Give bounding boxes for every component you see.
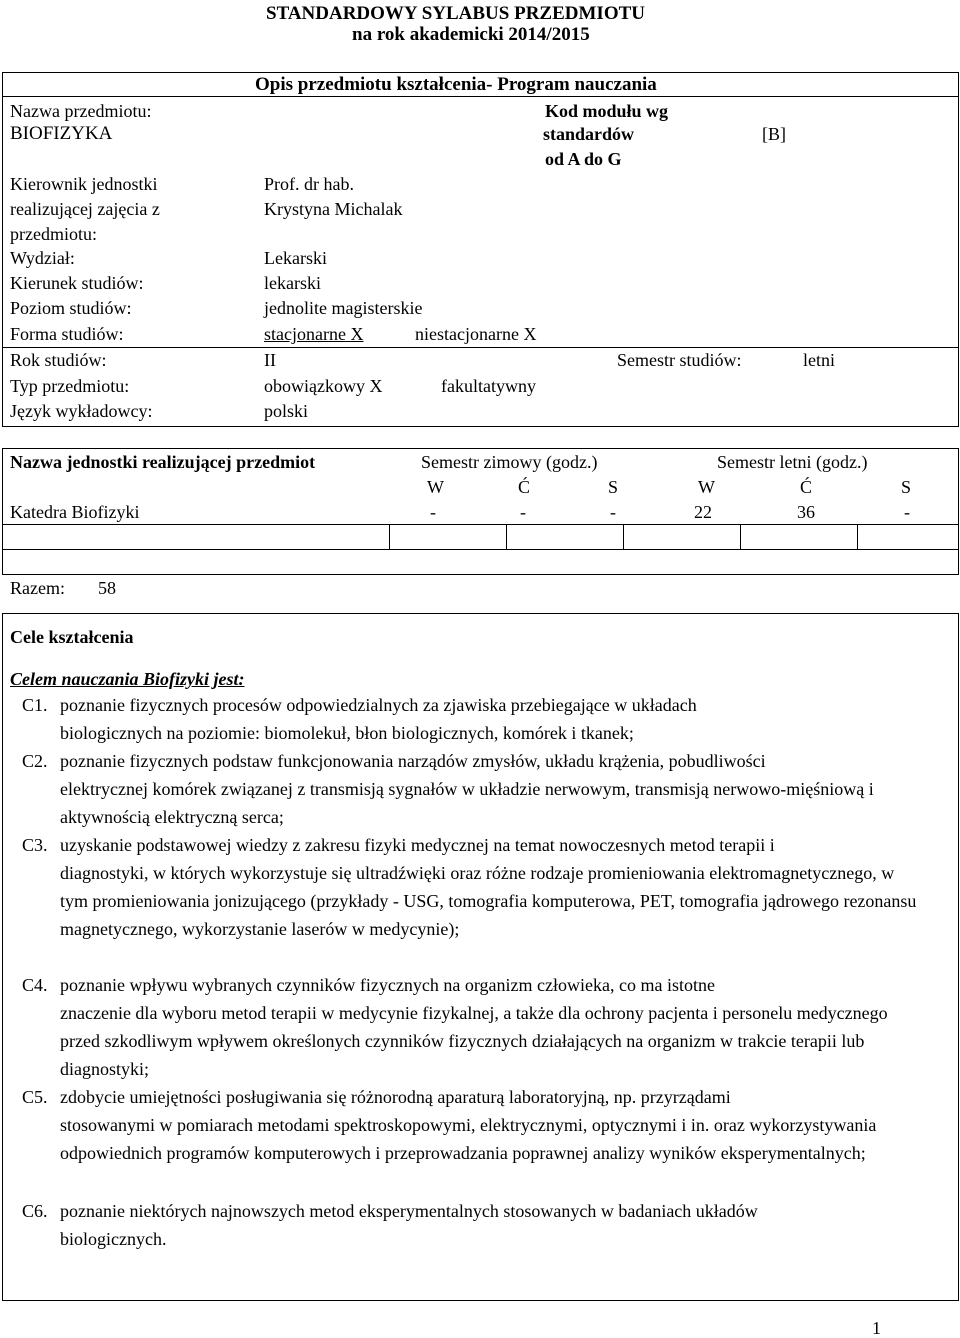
hours-value: - — [904, 502, 910, 522]
goal-label: C2. — [22, 751, 48, 771]
module-code-label: od A do G — [545, 149, 622, 169]
goal-text: poznanie fizycznych procesów odpowiedzialnych za zjawiska przebiegające w układach — [60, 695, 697, 715]
divider — [2, 347, 959, 348]
academic-year: na rok akademicki 2014/2015 — [352, 24, 590, 45]
empty-cell — [857, 524, 959, 550]
total-value: 58 — [98, 578, 116, 598]
goal-text: stosowanymi w pomiarach metodami spektroskopowymi, elektrycznymi, optycznymi i in. oraz wykorzystywania odpowiednich programów komputerowych i przeprowadzania poprawnej analizy wyników eksperymentalnych; — [60, 1115, 877, 1163]
semester-label: Semestr studiów: — [617, 350, 742, 370]
direction-label: Kierunek studiów: — [10, 273, 144, 293]
language-label: Język wykładowcy: — [10, 401, 153, 421]
winter-semester-header: Semestr zimowy (godz.) — [421, 452, 598, 472]
summer-semester-header: Semestr letni (godz.) — [717, 452, 868, 472]
goal-text: biologicznych na poziomie: biomolekuł, błon biologicznych, komórek i tkanek; — [60, 723, 634, 743]
course-info-box — [2, 72, 959, 427]
year-value: II — [264, 350, 276, 370]
sub-header-s: S — [901, 477, 912, 497]
hours-value: - — [520, 502, 526, 522]
unit-header: Nazwa jednostki realizującej przedmiot — [10, 452, 316, 472]
goals-intro: Celem nauczania Biofizyki jest: — [10, 669, 245, 689]
sub-header-c: Ć — [800, 477, 813, 497]
goal-text: biologicznych. — [60, 1229, 167, 1249]
language-value: polski — [264, 401, 309, 421]
goal-label: C3. — [22, 835, 48, 855]
empty-cell — [740, 524, 858, 550]
goal-label: C4. — [22, 975, 48, 995]
direction-value: lekarski — [264, 273, 321, 293]
level-value: jednolite magisterskie — [264, 298, 423, 318]
goal-text: poznanie fizycznych podstaw funkcjonowania narządów zmysłów, układu krążenia, pobudliwości — [60, 751, 766, 771]
goals-title: Cele kształcenia — [10, 627, 134, 647]
goal-label: C1. — [22, 695, 48, 715]
goal-item — [22, 1083, 922, 1167]
sub-header-c: Ć — [518, 477, 531, 497]
section-title: Opis przedmiotu kształcenia- Program nauczania — [255, 74, 657, 95]
head-value: Krystyna Michalak — [264, 199, 403, 219]
goal-text: poznanie wpływu wybranych czynników fizycznych na organizm człowieka, co ma istotne — [60, 975, 715, 995]
empty-cell — [389, 524, 507, 550]
head-label: przedmiotu: — [10, 224, 97, 244]
hours-value: 36 — [797, 502, 815, 522]
goal-text: diagnostyki, w których wykorzystuje się ultradźwięki oraz różne rodzaje promieniowania elektromagnetycznego, w tym promieniowania jonizującego (przykłady - USG, tomografia komputerowa, PET, tomografia jądrowego rezonansu magnetycznego, wykorzystanie laserów w medycynie); — [60, 863, 917, 939]
type-label: Typ przedmiotu: — [10, 376, 130, 396]
form-value-full-time: stacjonarne X — [264, 324, 364, 344]
head-value: Prof. dr hab. — [264, 174, 354, 194]
form-label: Forma studiów: — [10, 324, 124, 344]
page-number: 1 — [872, 1318, 881, 1338]
goal-text: poznanie niektórych najnowszych metod eksperymentalnych stosowanych w badaniach układów — [60, 1201, 758, 1221]
type-value-mandatory: obowiązkowy X — [264, 376, 383, 396]
goal-item — [22, 691, 922, 747]
course-name-value: BIOFIZYKA — [10, 123, 113, 144]
head-label: Kierownik jednostki — [10, 174, 158, 194]
faculty-value: Lekarski — [264, 248, 327, 268]
head-label: realizującej zajęcia z — [10, 199, 160, 219]
module-code-label: Kod modułu wg — [545, 101, 669, 121]
empty-cell — [2, 524, 390, 550]
form-value-part-time: niestacjonarne X — [415, 324, 537, 344]
sub-header-w: W — [698, 477, 715, 497]
goal-item — [22, 971, 922, 1083]
sub-header-w: W — [427, 477, 444, 497]
total-label: Razem: — [10, 578, 65, 598]
course-name-label: Nazwa przedmiotu: — [10, 101, 152, 121]
hours-value: - — [610, 502, 616, 522]
module-code-value: [B] — [762, 124, 786, 144]
module-code-label: standardów — [543, 124, 635, 144]
divider — [2, 96, 959, 97]
semester-value: letni — [803, 350, 835, 370]
goal-label: C5. — [22, 1087, 48, 1107]
goal-item — [22, 831, 922, 943]
goal-item — [22, 1197, 922, 1253]
unit-name: Katedra Biofizyki — [10, 502, 140, 522]
goal-label: C6. — [22, 1201, 48, 1221]
sub-header-s: S — [608, 477, 619, 497]
level-label: Poziom studiów: — [10, 298, 132, 318]
empty-cell — [623, 524, 741, 550]
goal-text: uzyskanie podstawowej wiedzy z zakresu fizyki medycznej na temat nowoczesnych metod terapii i — [60, 835, 775, 855]
year-label: Rok studiów: — [10, 350, 107, 370]
empty-cell — [506, 524, 624, 550]
type-value-optional: fakultatywny — [441, 376, 536, 396]
faculty-label: Wydział: — [10, 248, 75, 268]
document-title: STANDARDOWY SYLABUS PRZEDMIOTU — [266, 3, 645, 24]
hours-value: - — [430, 502, 436, 522]
goal-text: elektrycznej komórek związanej z transmisją sygnałów w układzie nerwowym, transmisją nerwowo-mięśniową i aktywnością elektryczną serca; — [60, 779, 874, 827]
goal-item — [22, 747, 922, 831]
goal-text: zdobycie umiejętności posługiwania się różnorodną aparaturą laboratoryjną, np. przyrządami — [60, 1087, 731, 1107]
goal-text: znaczenie dla wyboru metod terapii w medycynie fizykalnej, a także dla ochrony pacjenta i personelu medycznego przed szkodliwym wpływem określonych czynników fizycznych działających na organizm w trakcie terapii lub diagnostyki; — [60, 1003, 888, 1079]
hours-value: 22 — [694, 502, 712, 522]
